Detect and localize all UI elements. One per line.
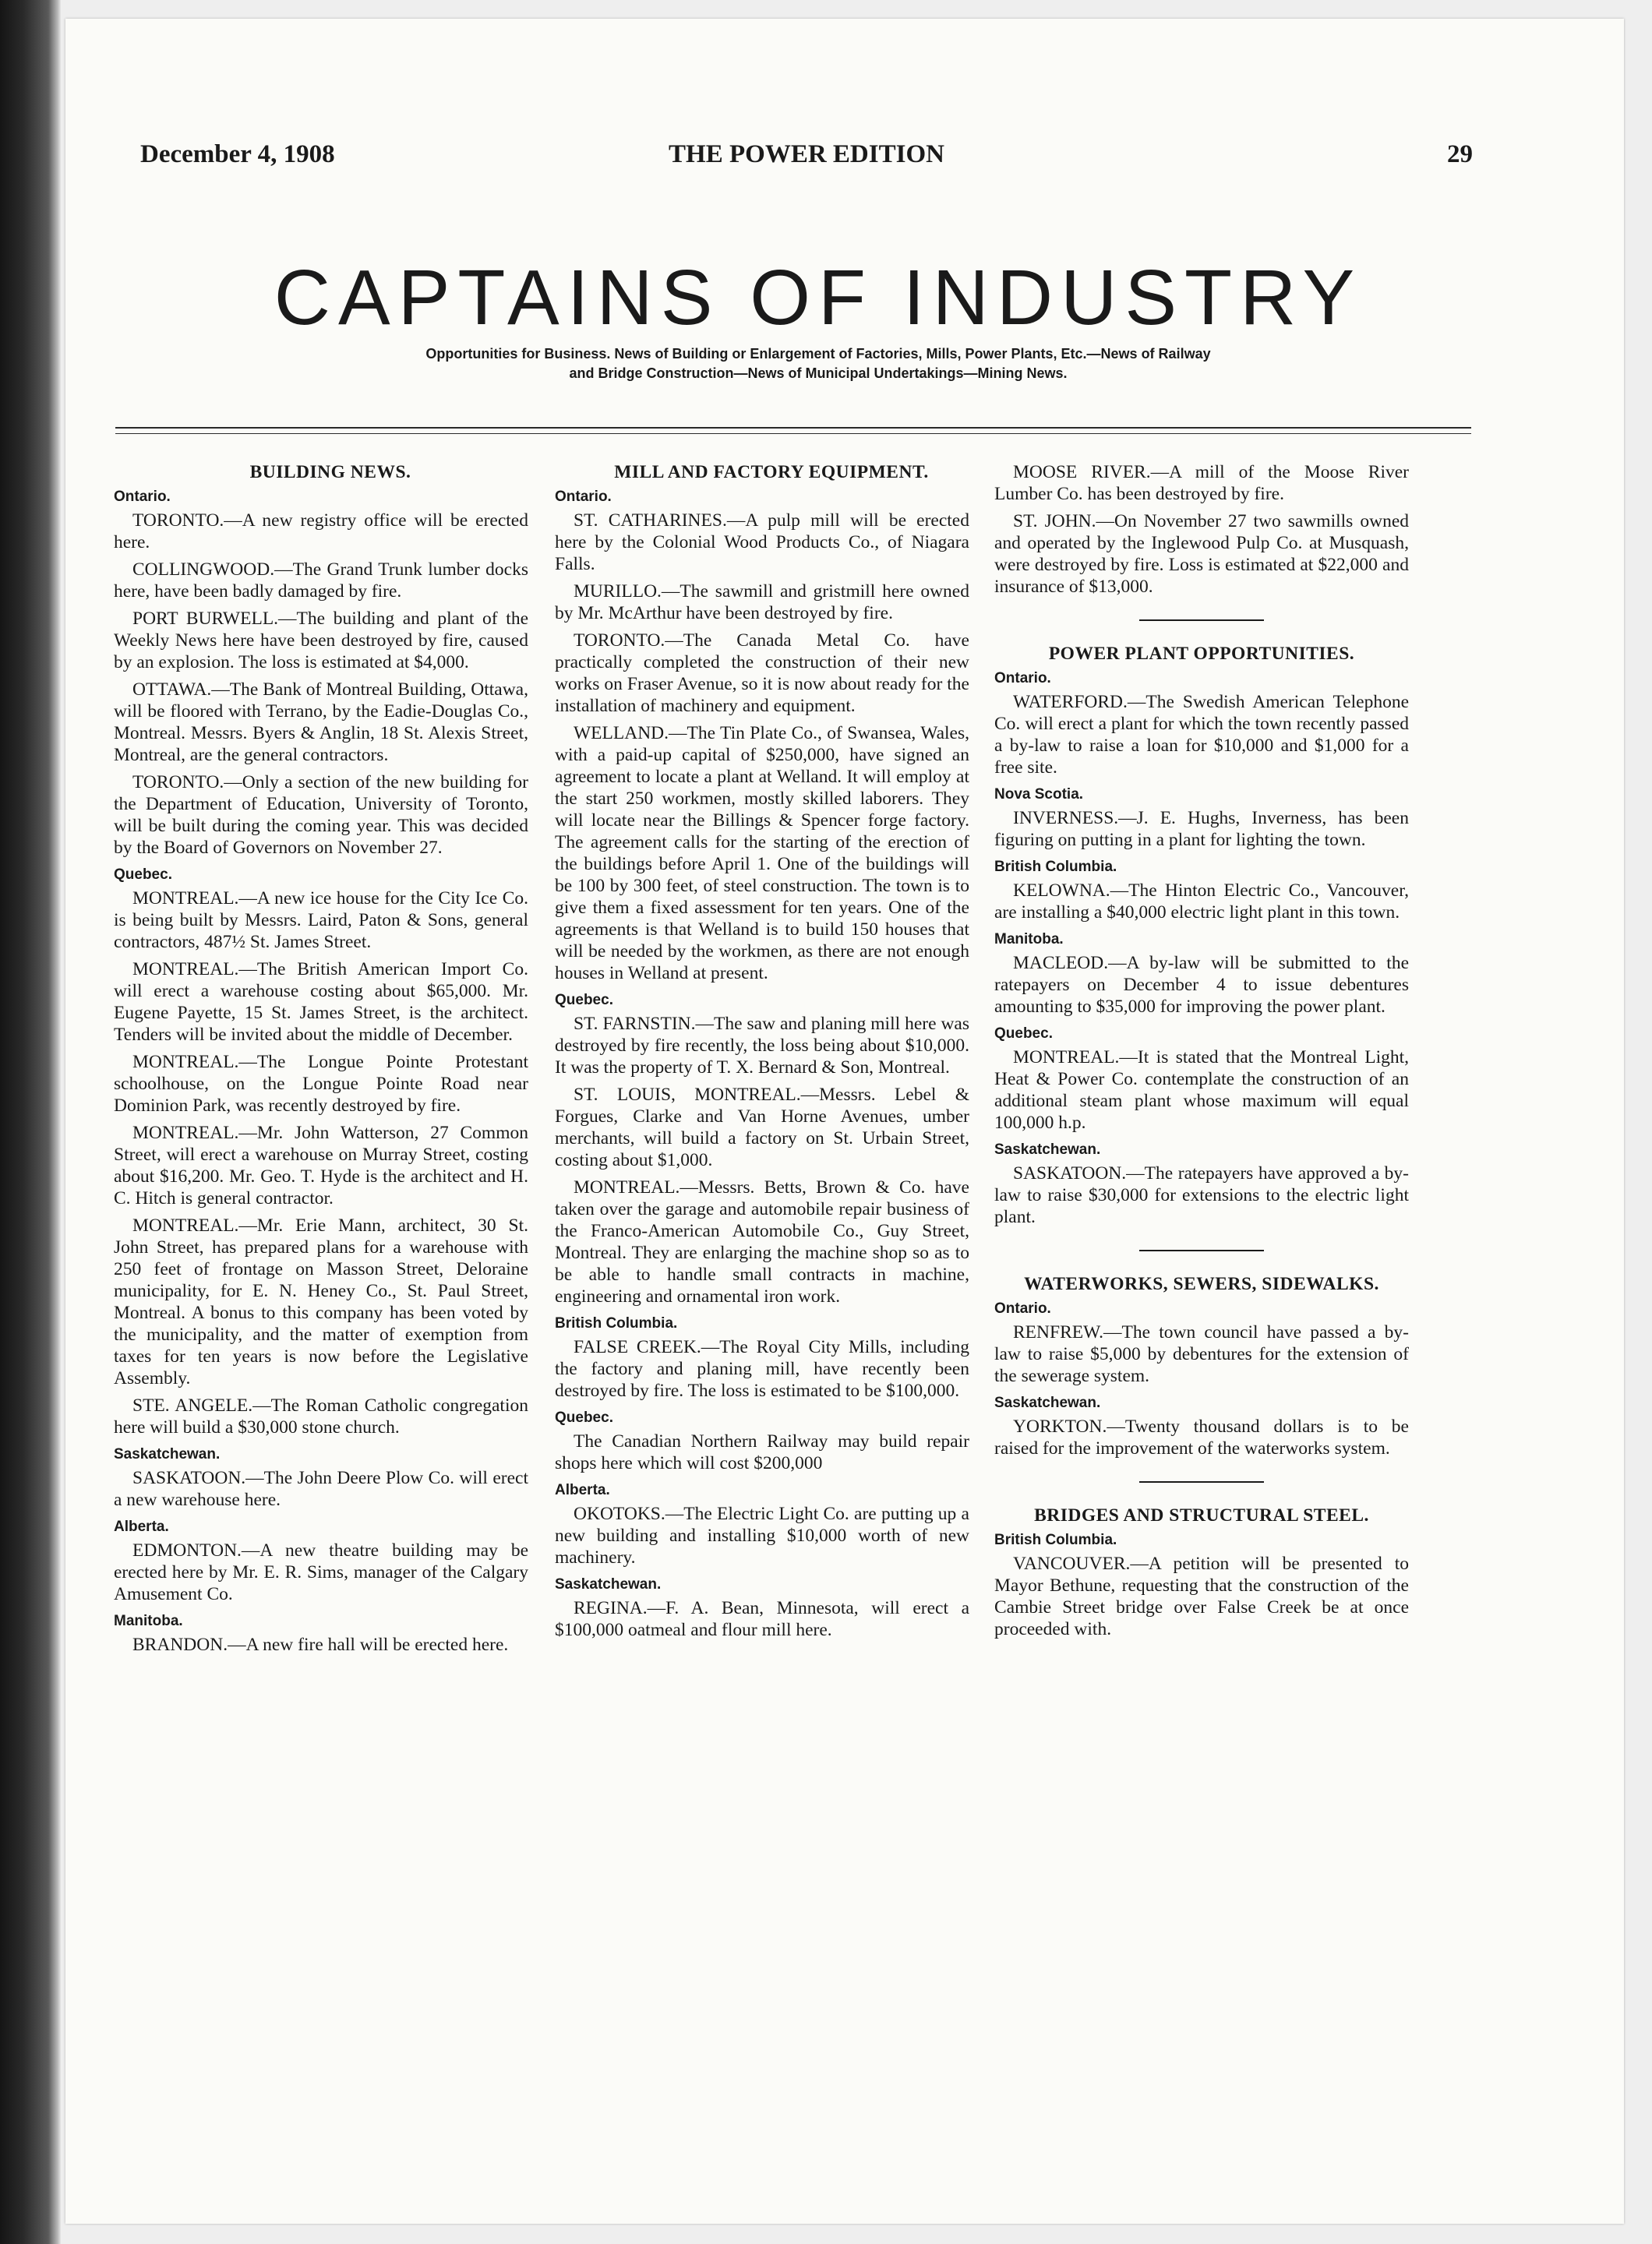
news-item: MONTREAL.—Mr. John Watterson, 27 Common Street, will erect a warehouse on Murray Street, costing about $16,200. Mr. Geo. T. Hyde is the architect and H. C. Hitch is general contractor. <box>114 1123 528 1208</box>
news-item: YORKTON.—Twenty thousand dollars is to be raised for the improvement of the waterworks system. <box>994 1417 1409 1459</box>
section-divider <box>1139 619 1264 621</box>
page-number: 29 <box>1447 140 1473 168</box>
region-heading: Nova Scotia. <box>994 786 1084 803</box>
column-mill-factory <box>555 461 969 1646</box>
region-heading: Saskatchewan. <box>994 1141 1101 1158</box>
scan-binding-edge <box>0 0 61 2244</box>
news-item: VANCOUVER.—A petition will be presented to Mayor Bethune, requesting that the construction of the Cambie Street bridge over False Creek be at once proceeded with. <box>994 1554 1409 1639</box>
news-item: SASKATOON.—The John Deere Plow Co. will erect a new warehouse here. <box>114 1468 528 1510</box>
region-heading: British Columbia. <box>555 1315 678 1332</box>
news-item: STE. ANGELE.—The Roman Catholic congregation here will build a $30,000 stone church. <box>114 1395 528 1438</box>
news-item: MONTREAL.—A new ice house for the City Ice Co. is being built by Messrs. Laird, Paton & Sons, general contractors, 487½ St. James Street. <box>114 888 528 952</box>
news-item: ST. FARNSTIN.—The saw and planing mill here was destroyed by fire recently, the loss being about $10,000. It was the property of T. X. Bernard & Son, Montreal. <box>555 1014 969 1078</box>
news-item: MONTREAL.—It is stated that the Montreal Light, Heat & Power Co. contemplate the construction of an additional steam plant whose maximum will equal 100,000 h.p. <box>994 1047 1409 1133</box>
section-title-bridges: BRIDGES AND STRUCTURAL STEEL. <box>1034 1505 1369 1526</box>
news-item: The Canadian Northern Railway may build repair shops here which will cost $200,000 <box>555 1431 969 1473</box>
region-heading: Ontario. <box>555 489 612 505</box>
news-item: MONTREAL.—Mr. Erie Mann, architect, 30 St. John Street, has prepared plans for a warehouse with 250 feet of frontage on Masson Street, Deloraine municipality, for E. N. Heney Co., St. Paul Street, Montreal. A bonus to this company has been voted by the municipality, and the matter of exemption from taxes for ten years is now before the Legislative Assembly. <box>114 1216 528 1388</box>
news-item: TORONTO.—Only a section of the new building for the Department of Education, University of Toronto, will be built during the coming year. This was decided by the Board of Governors on November 27. <box>114 772 528 858</box>
region-heading: Saskatchewan. <box>114 1446 221 1462</box>
region-heading: Ontario. <box>994 670 1051 686</box>
region-heading: Alberta. <box>114 1519 169 1535</box>
news-item: KELOWNA.—The Hinton Electric Co., Vancouver, are installing a $40,000 electric light plant in this town. <box>994 880 1409 923</box>
news-item: MOOSE RIVER.—A mill of the Moose River Lumber Co. has been destroyed by fire. <box>994 462 1409 504</box>
news-item: MACLEOD.—A by-law will be submitted to the ratepayers on December 4 to issue debentures amounting to $35,000 for improving the power plant. <box>994 953 1409 1017</box>
section-divider <box>1139 1481 1264 1483</box>
news-item: ST. JOHN.—On November 27 two sawmills owned and operated by the Inglewood Pulp Co. at Musquash, were destroyed by fire. Loss is estimated at $22,000 and insurance of $13,000. <box>994 511 1409 597</box>
issue-date: December 4, 1908 <box>140 140 335 168</box>
masthead-subtitle: Opportunities for Business. News of Building or Enlargement of Factories, Mills, Power Plants, Etc.—News of Railway and Bridge Construction—News of Municipal Undertakings—Mining News. <box>425 346 1211 381</box>
region-heading: Ontario. <box>114 489 171 505</box>
section-title-building-news: BUILDING NEWS. <box>249 462 411 482</box>
news-item: TORONTO.—A new registry office will be erected here. <box>114 510 528 552</box>
news-item: MONTREAL.—The British American Import Co. will erect a warehouse costing about $65,000. Mr. Eugene Payette, 15 St. James Street, is the architect. Tenders will be invited about the middle of December. <box>114 959 528 1045</box>
region-heading: British Columbia. <box>994 859 1117 875</box>
news-item: RENFREW.—The town council have passed a by-law to raise $5,000 by debentures for the extension of the sewerage system. <box>994 1322 1409 1386</box>
section-title-mill-factory: MILL AND FACTORY EQUIPMENT. <box>614 462 929 482</box>
news-item: WATERFORD.—The Swedish American Telephone Co. will erect a plant for which the town recently passed a by-law to raise a loan for $10,000 and $1,000 for a free site. <box>994 692 1409 778</box>
region-heading: Quebec. <box>994 1025 1053 1042</box>
column-building-news <box>114 461 528 1661</box>
news-item: FALSE CREEK.—The Royal City Mills, including the factory and planing mill, have recently been destroyed by fire. The loss is estimated to be $100,000. <box>555 1337 969 1401</box>
news-item: OTTAWA.—The Bank of Montreal Building, Ottawa, will be floored with Terrano, by the Eadie-Douglas Co., Montreal. Messrs. Byers & Anglin, 18 St. Alexis Street, Montreal, are the general contractors. <box>114 679 528 765</box>
column-power-waterworks-bridges <box>994 461 1409 1646</box>
region-heading: Manitoba. <box>994 931 1064 947</box>
section-title-power-plant: POWER PLANT OPPORTUNITIES. <box>1048 644 1355 664</box>
news-item: TORONTO.—The Canada Metal Co. have practically completed the construction of their new works on Fraser Avenue, so it is now about ready for the installation of machinery and equipment. <box>555 630 969 716</box>
masthead-title: CAPTAINS OF INDUSTRY <box>274 254 1363 341</box>
region-heading: Quebec. <box>555 992 613 1008</box>
news-item: SASKATOON.—The ratepayers have approved a by-law to raise $30,000 for extensions to the electric light plant. <box>994 1163 1409 1227</box>
news-item: ST. LOUIS, MONTREAL.—Messrs. Lebel & Forgues, Clarke and Van Horne Avenues, umber merchants, will build a factory on St. Urbain Street, costing about $1,000. <box>555 1085 969 1170</box>
news-item: MONTREAL.—The Longue Pointe Protestant schoolhouse, on the Longue Pointe Road near Dominion Park, was recently destroyed by fire. <box>114 1052 528 1116</box>
news-item: WELLAND.—The Tin Plate Co., of Swansea, Wales, with a paid-up capital of $250,000, have signed an agreement to locate a plant at Welland. It will employ at the start 250 workmen, mostly skilled laborers. They will locate near the Billings & Spencer forge factory. The agreement calls for the starting of the erection of the buildings before April 1. One of the buildings will be 100 by 300 feet, of steel construction. The town is to give them a fixed assessment for ten years. One of the agreements is that Welland is to build 150 houses that will be needed by the workmen, as there are not enough houses in Welland at present. <box>555 723 969 983</box>
news-item: ST. CATHARINES.—A pulp mill will be erected here by the Colonial Wood Products Co., of Niagara Falls. <box>555 510 969 574</box>
news-item: INVERNESS.—J. E. Hughs, Inverness, has been figuring on putting in a plant for lighting the town. <box>994 808 1409 850</box>
page-header <box>140 140 1473 179</box>
region-heading: Saskatchewan. <box>555 1576 662 1593</box>
region-heading: British Columbia. <box>994 1532 1117 1548</box>
news-item: REGINA.—F. A. Bean, Minnesota, will erect a $100,000 oatmeal and flour mill here. <box>555 1598 969 1640</box>
section-divider <box>1139 1250 1264 1251</box>
news-item: PORT BURWELL.—The building and plant of the Weekly News here have been destroyed by fire, caused by an explosion. The loss is estimated at $4,000. <box>114 609 528 672</box>
news-item: MONTREAL.—Messrs. Betts, Brown & Co. have taken over the garage and automobile repair business of the Franco-American Automobile Co., Guy Street, Montreal. They are enlarging the machine shop so as to be able to handle small contracts in machine, engineering and ornamental iron work. <box>555 1177 969 1307</box>
region-heading: Alberta. <box>555 1482 610 1498</box>
masthead-rule <box>115 427 1471 434</box>
region-heading: Saskatchewan. <box>994 1395 1101 1411</box>
news-item: BRANDON.—A new fire hall will be erected here. <box>132 1635 509 1655</box>
region-heading: Manitoba. <box>114 1613 183 1629</box>
region-heading: Quebec. <box>555 1410 613 1426</box>
news-item: MURILLO.—The sawmill and gristmill here owned by Mr. McArthur have been destroyed by fire. <box>555 581 969 623</box>
region-heading: Quebec. <box>114 866 172 883</box>
news-item: OKOTOKS.—The Electric Light Co. are putting up a new building and installing $10,000 worth of new machinery. <box>555 1504 969 1568</box>
publication-name: THE POWER EDITION <box>669 140 944 168</box>
news-item: EDMONTON.—A new theatre building may be erected here by Mr. E. R. Sims, manager of the Calgary Amusement Co. <box>114 1540 528 1604</box>
section-title-waterworks: WATERWORKS, SEWERS, SIDEWALKS. <box>1024 1274 1379 1294</box>
region-heading: Ontario. <box>994 1300 1051 1317</box>
news-item: COLLINGWOOD.—The Grand Trunk lumber docks here, have been badly damaged by fire. <box>114 559 528 602</box>
